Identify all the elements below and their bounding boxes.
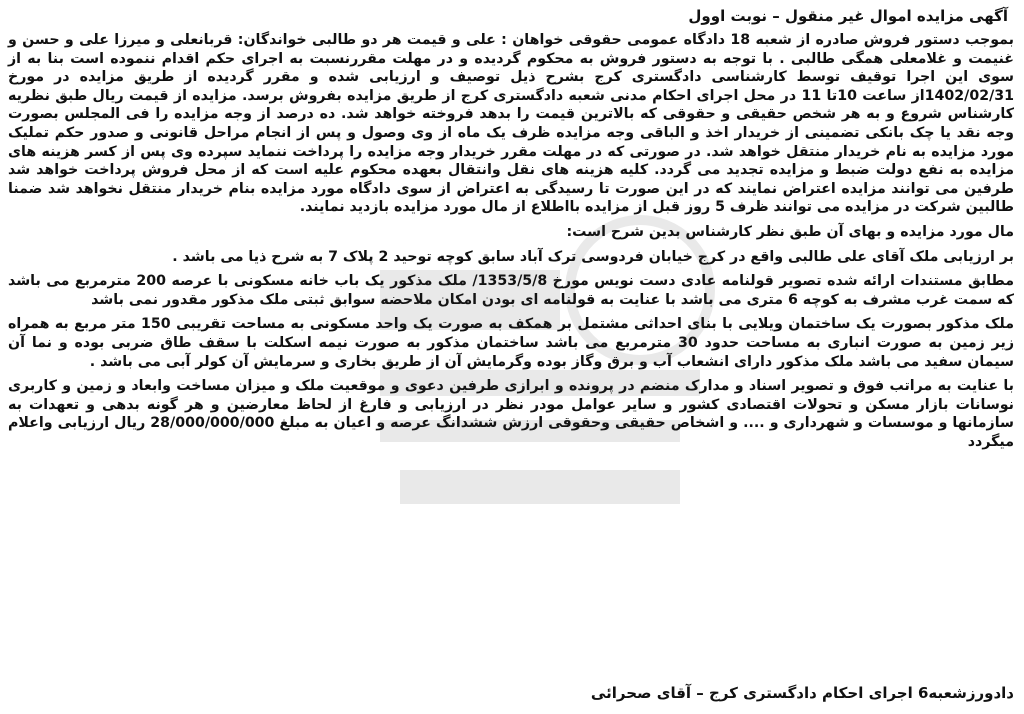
notice-paragraph-deed: مطابق مستندات ارائه شده تصویر قولنامه عادی دست نویس مورخ 1353/5/8/ ملک مذکور یک باب خانه مسکونی با عرصه 200 مترمربع می باشد که سمت غرب مشرف به کوچه 6 متری می باشد با عنایت به قولنامه ای بودن امکان ملاحضه سوابق ثبتی ملک مذکور مقدور نمی باشد xyxy=(8,273,1015,308)
notice-title: آگهی مزایده اموال غیر منقول – نوبت اوول xyxy=(688,7,1008,25)
notice-paragraph-order: بموجب دستور فروش صادره از شعبه 18 دادگاه عمومی حقوقی خواهان : علی و قیمت هر دو طالبی خواندگان: قربانعلی و میرزا علی و حسن و غنیمت و غلامعلی همگی طالبی . با توجه به دستور فروش به محکوم گردیده و در مهلت مقررنسبت به اجرای حکم اقدام ننموده است بنا به از سوی این اجرا توقیف توسط کارشناسی دادگستری کرج بشرح ذیل توصیف و ارزیابی شده و مقرر گردیده از طریق مزایده در مورخ 1402/02/31از ساعت 10تا 11 در محل اجرای احکام مدنی شعبه دادگستری کرج از طریق مزایده بفروش برسد. مزایده از قیمت ریال طبق نظریه کارشناس شروع و به هر شخص حقیقی و حقوقی که بالاترین قیمت را بدهد فروخته خواهد شد. ده درصد از وجه مزایده را فی المجلس بصورت وجه نقد یا چک بانکی تضمینی از خریدار اخذ و الباقی وجه مزایده ظرف یک ماه از وی وصول و پس از انجام مراحل قانونی و صدور حکم تملیک مورد مزایده به نام خریدار منتقل خواهد شد. در صورتی که در مهلت مقرر خریدار وجه مزایده را پرداخت ننماید سپرده وی پس از کسر هزینه های مزایده به نفع دولت ضبط و مزایده تجدید می گردد. کلیه هزینه های نقل وانتقال بعهده محکوم علیه است که از محل فروش پرداخت خواهد شد طرفین می توانند مزایده اعتراض نمایند که در این صورت تا رسیدگی به اعتراض از سوی دادگاه مورد مزایده بنام خریدار منتقل نخواهد شد ضمنا طالبین شرکت در مزایده می توانند ظرف 5 روز قبل از مزایده بااطلاع از مال مورد مزایده بازدید نمایند. xyxy=(8,32,1015,216)
notice-paragraph-building: ملک مذکور بصورت یک ساختمان ویلایی با بنای احداثی مشتمل بر همکف به صورت یک واحد مسکونی به مساحت تقریبی 150 متر مربع به همراه زیر زمین به صورت انباری به مساحت حدود 30 مترمربع می باشد ساختمان مذکور به صورت نیمه اسکلت با سقف طاق ضربی بوده و نما آن سیمان سفید می باشد ملک مذکور دارای انشعاب آب و برق وگاز بوده وگرمایش آن از طریق بخاری و سرمایش آن کولر آبی می باشد . xyxy=(8,316,1015,370)
notice-paragraph-property-intro: مال مورد مزایده و بهای آن طبق نظر کارشناس بدین شرح است: xyxy=(566,223,1014,240)
notice-paragraph-location: بر ارزیابی ملک آقای علی طالبی واقع در کرج خیابان فردوسی ترک آباد سابق کوچه توحید 2 پلاک 7 به شرح ذیا می باشد . xyxy=(172,248,1014,265)
notice-paragraph-valuation: با عنایت به مراتب فوق و تصویر اسناد و مدارک منضم در پرونده و ابرازی طرفین دعوی و موقعیت ملک و میزان مساخت وابعاد و زمین و کاربری نوسانات بازار مسکن و تحولات اقتصادی کشور و سایر عوامل مودر نظر در ارزیابی و فارغ از لحاظ معارضین و هر گونه بدهی و تعهدات به سازمانها و موسسات و شهرداری و .... و اشخاص حقیقی وحقوقی ارزش ششدانگ عرصه و اعیان به مبلغ 28/000/000/000 ریال ارزیابی واعلام میگردد xyxy=(8,378,1014,450)
notice-signature: دادورزشعبه6 اجرای احکام دادگستری کرج – آقای صحرائی xyxy=(590,684,1014,702)
